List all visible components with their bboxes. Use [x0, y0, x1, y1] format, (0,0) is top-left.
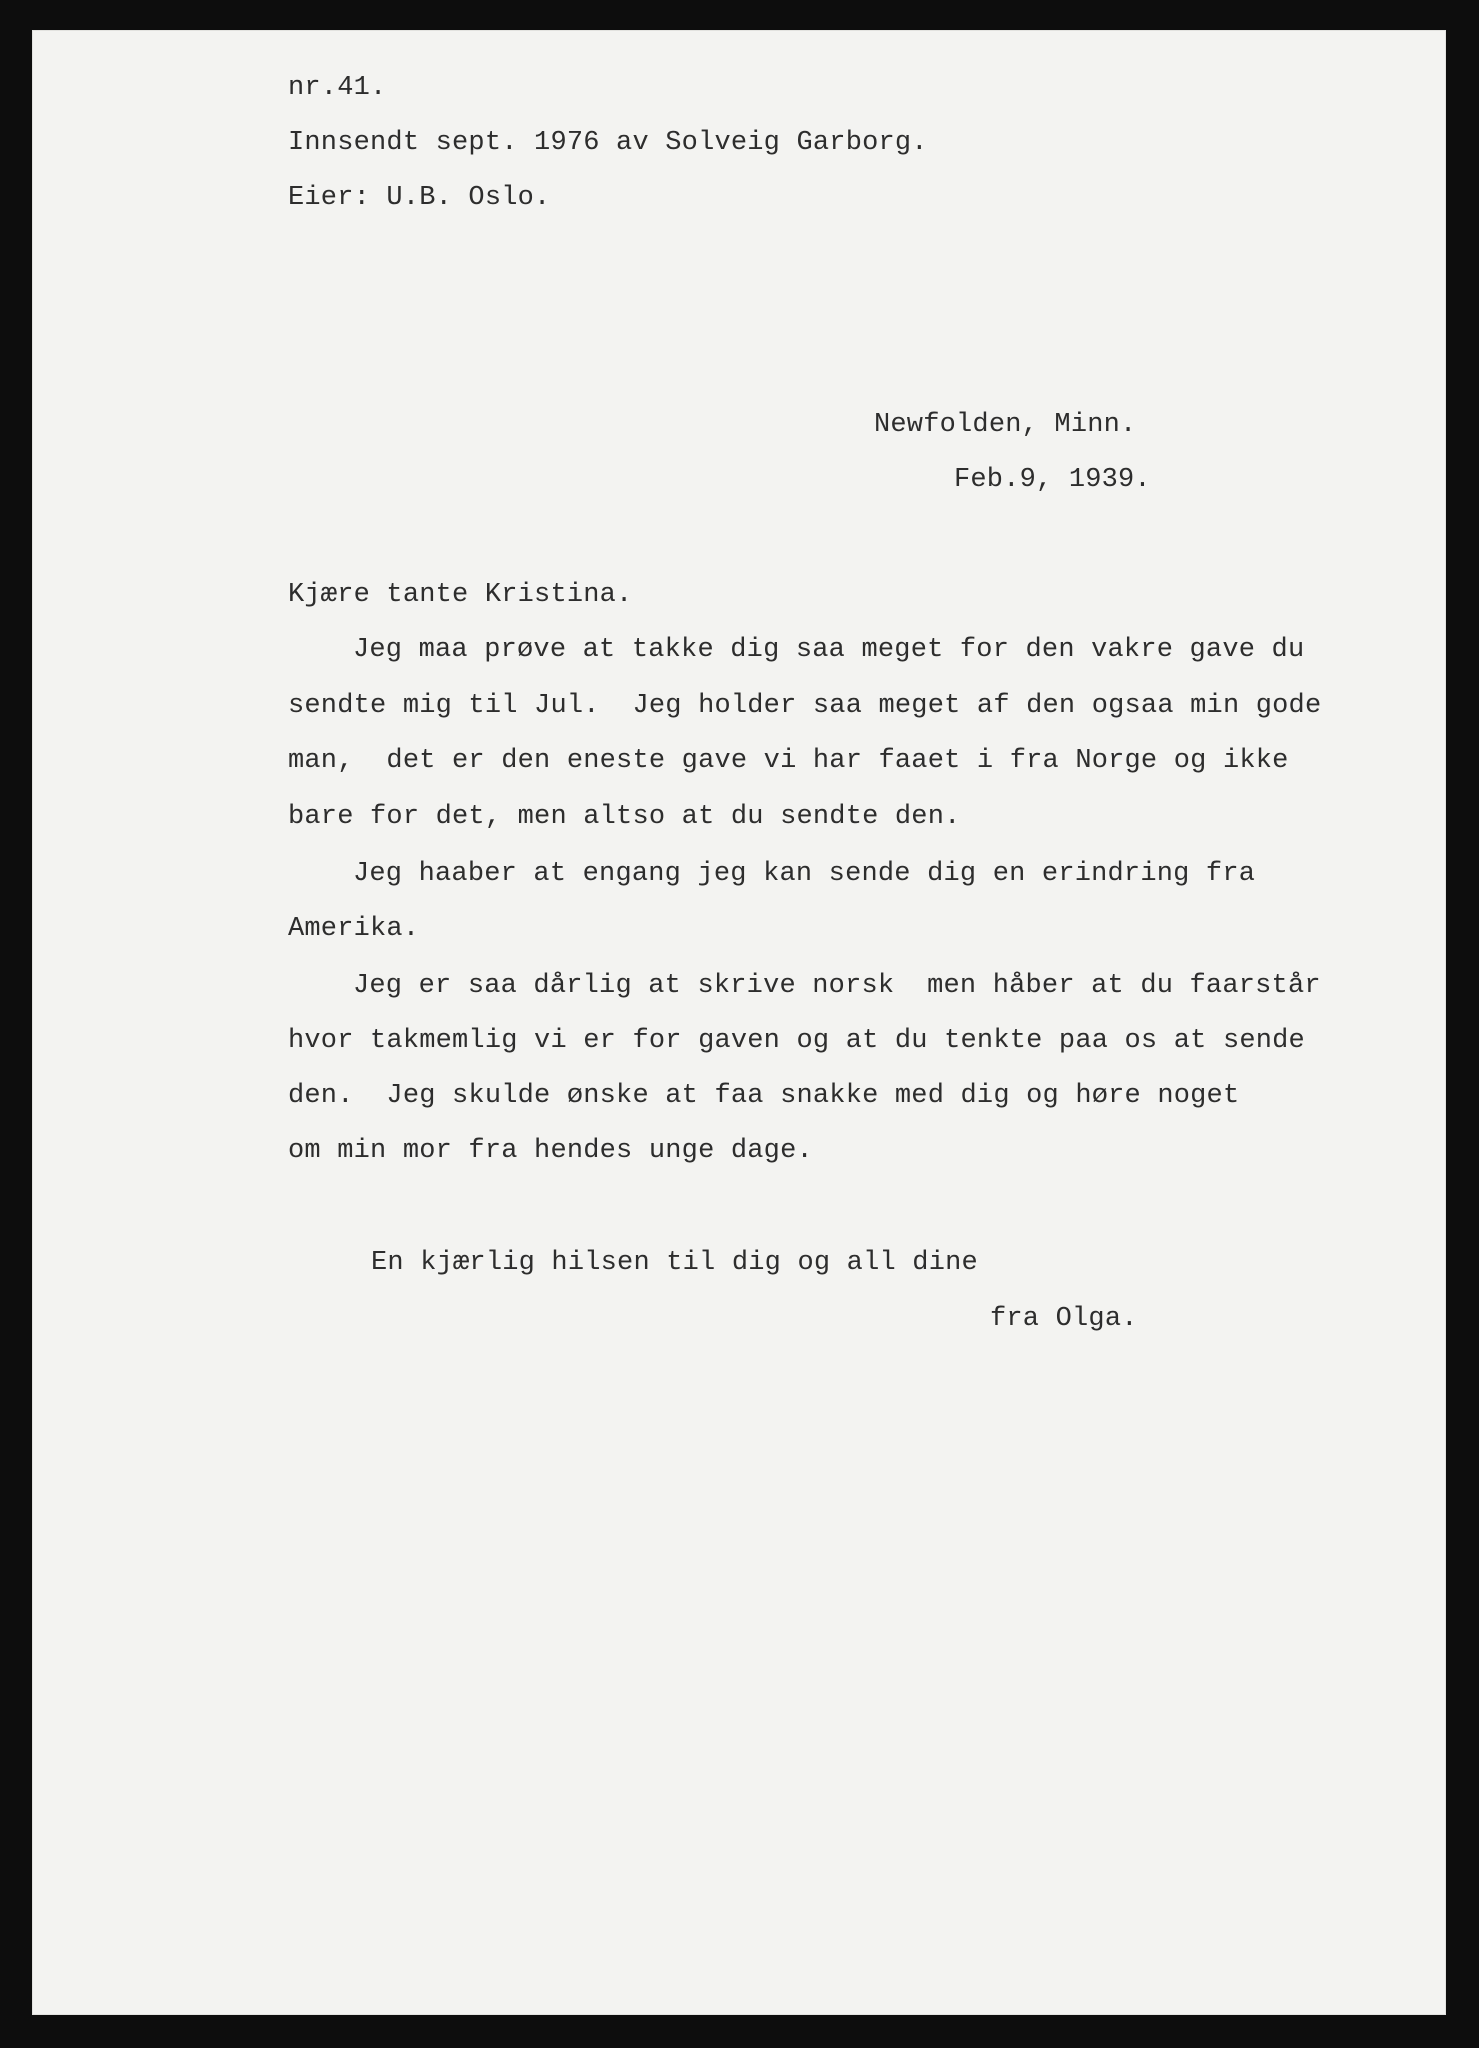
- letter-line: Jeg maa prøve at takke dig saa meget for den vakre gave du: [353, 635, 1305, 665]
- letter-line: hvor takmemlig vi er for gaven og at du tenkte paa os at sende: [288, 1026, 1305, 1056]
- letter-line: sendte mig til Jul. Jeg holder saa meget af den ogsaa min gode: [288, 691, 1322, 721]
- owner-note: Eier: U.B. Oslo.: [288, 183, 551, 213]
- letter-line: man, det er den eneste gave vi har faaet i fra Norge og ikke: [288, 746, 1289, 776]
- letter-signature: fra Olga.: [990, 1304, 1138, 1334]
- letter-line: den. Jeg skulde ønske at faa snakke med dig og høre noget: [288, 1081, 1240, 1111]
- archive-number: nr.41.: [288, 73, 387, 103]
- letter-place: Newfolden, Minn.: [874, 410, 1137, 440]
- letter-line: Jeg haaber at engang jeg kan sende dig en erindring fra: [353, 859, 1256, 889]
- letter-line: om min mor fra hendes unge dage.: [288, 1136, 813, 1166]
- submission-note: Innsendt sept. 1976 av Solveig Garborg.: [288, 128, 928, 158]
- letter-date: Feb.9, 1939.: [954, 465, 1151, 495]
- letter-line: bare for det, men altso at du sendte den.: [288, 802, 961, 832]
- letter-line: Amerika.: [288, 914, 420, 944]
- document-page: [32, 30, 1446, 2015]
- letter-line: Jeg er saa dårlig at skrive norsk men håber at du faarstår: [353, 971, 1321, 1001]
- letter-closing: En kjærlig hilsen til dig og all dine: [371, 1248, 978, 1278]
- letter-salutation: Kjære tante Kristina.: [288, 580, 633, 610]
